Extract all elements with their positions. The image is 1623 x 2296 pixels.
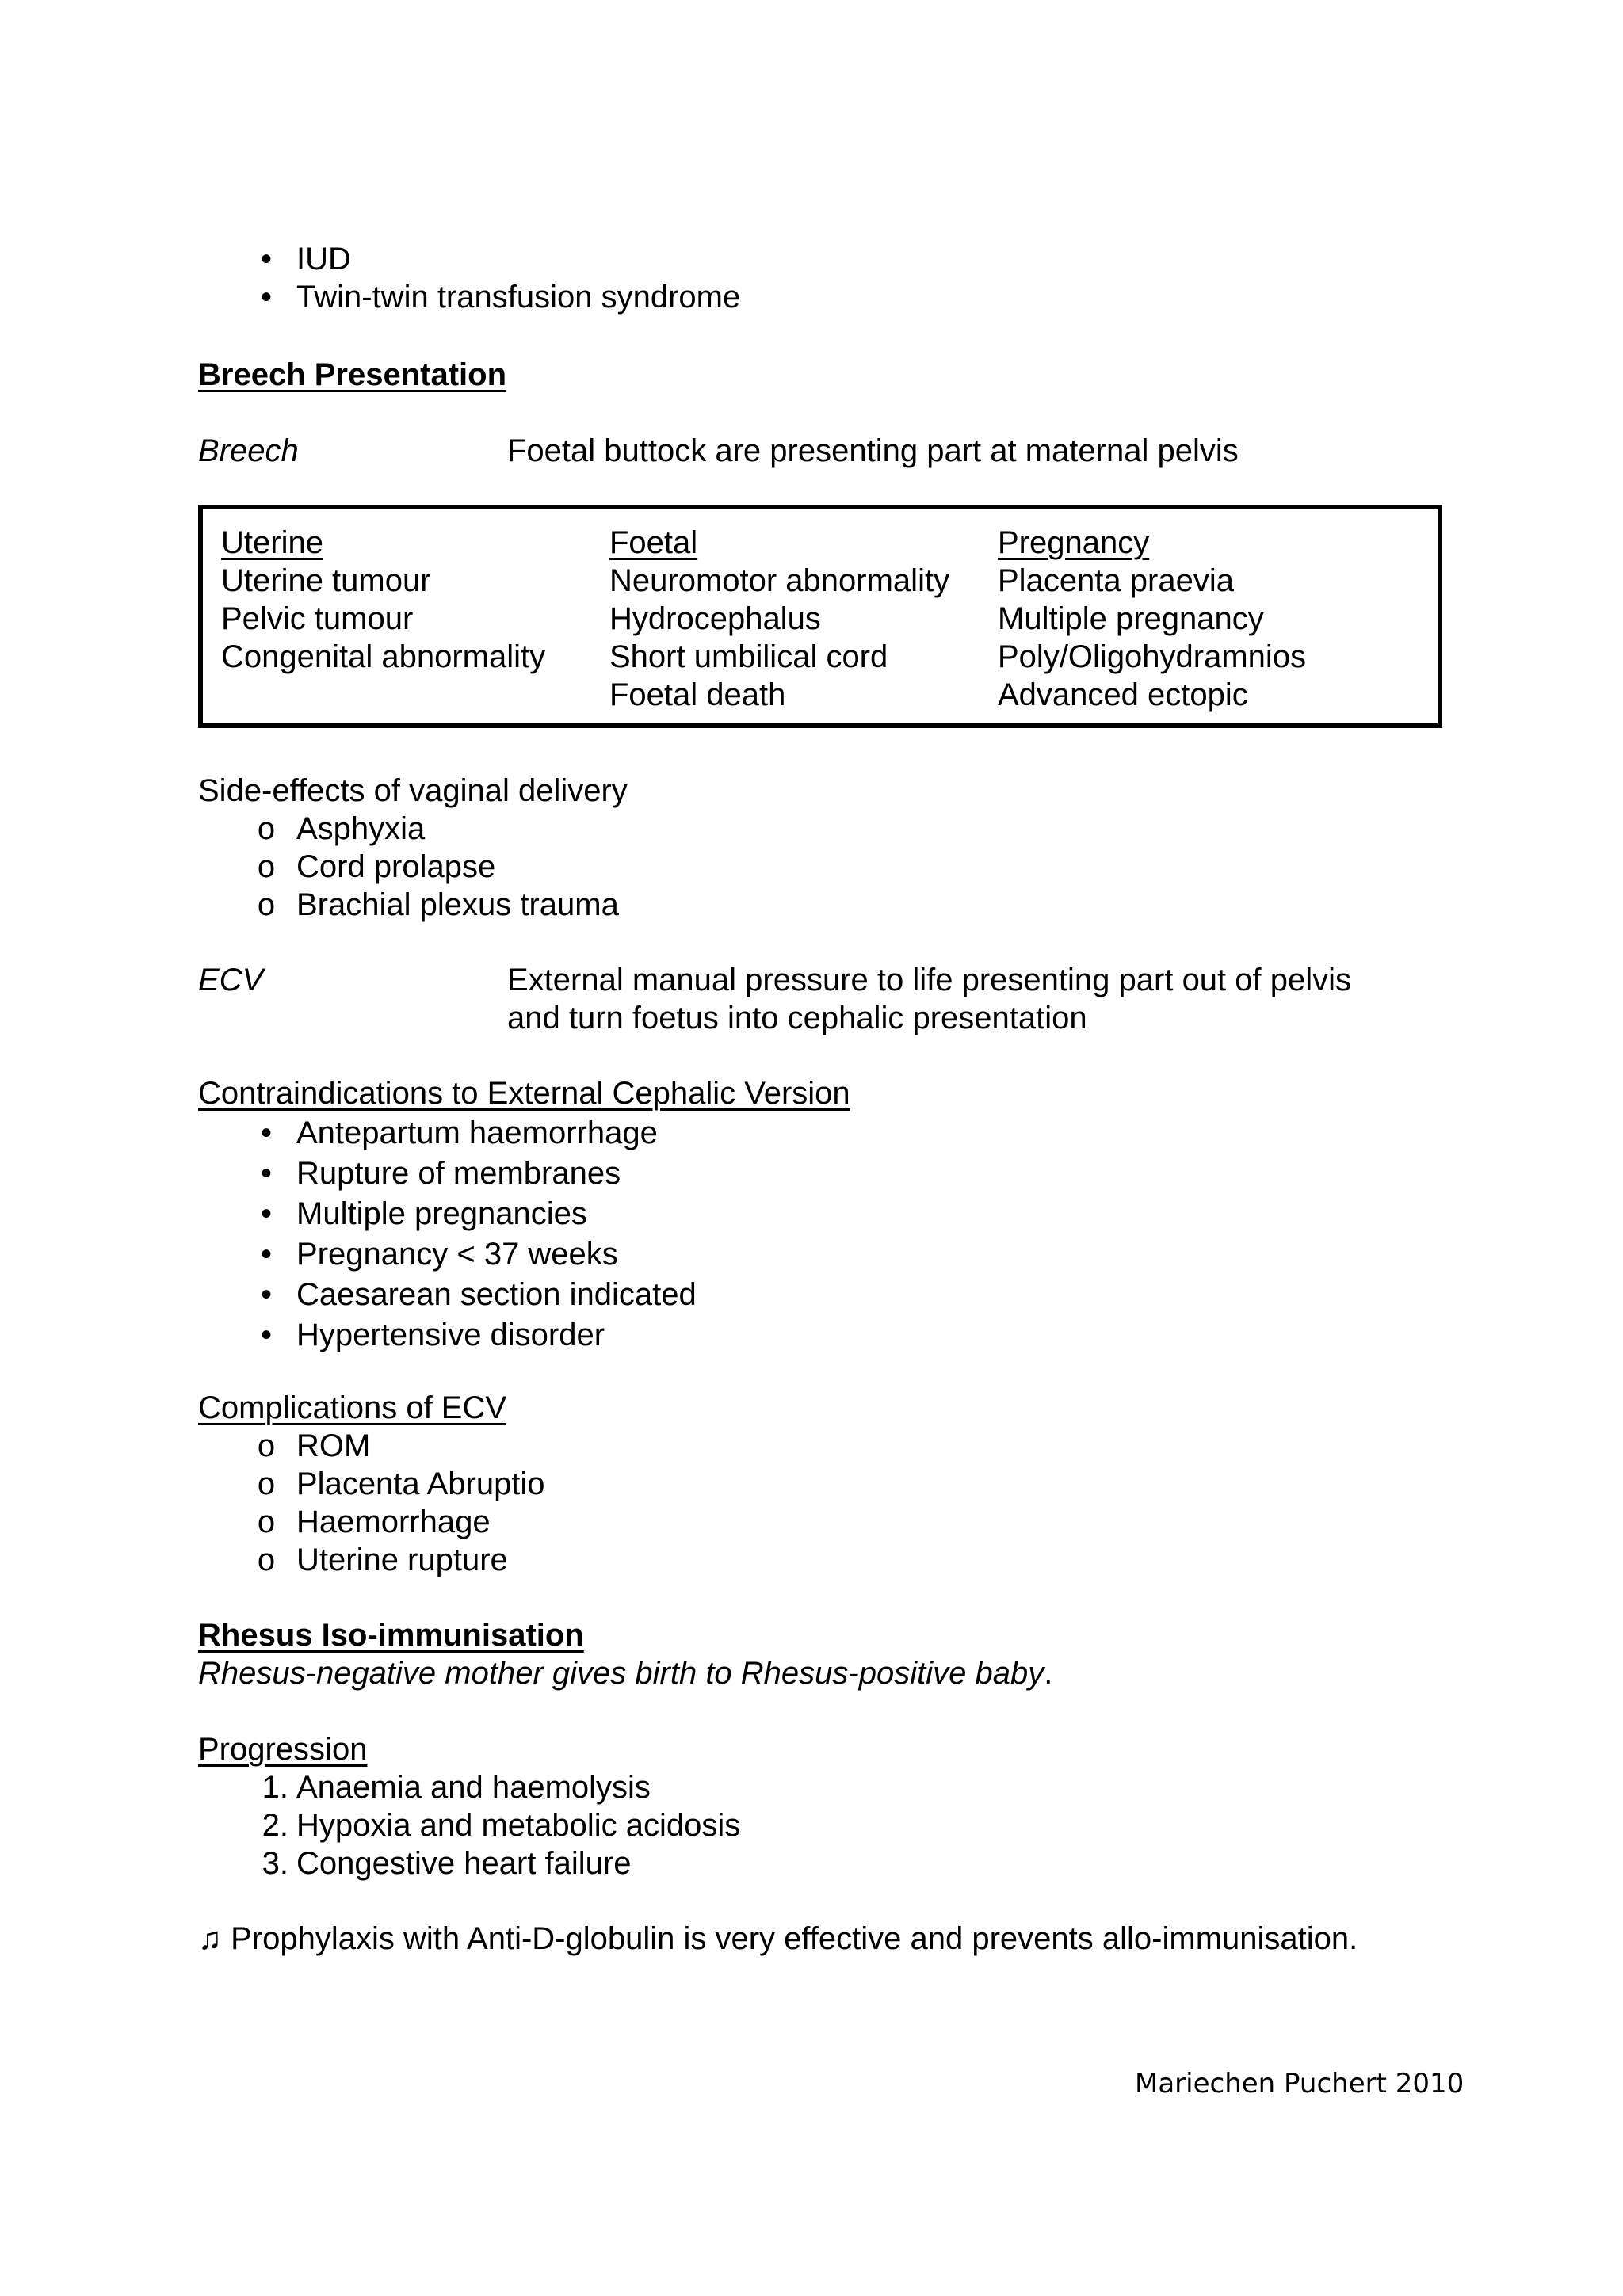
page-footer: Mariechen Puchert 2010 xyxy=(1135,2068,1465,2100)
table-cell: Hydrocephalus xyxy=(609,601,821,636)
list-item: 3. Congestive heart failure xyxy=(262,1846,632,1881)
complications-title: Complications of ECV xyxy=(198,1390,507,1425)
table-cell: Pelvic tumour xyxy=(221,601,414,636)
top-bullet-list xyxy=(260,240,741,316)
list-item: • Pregnancy < 37 weeks xyxy=(260,1237,618,1272)
breech-definition: Foetal buttock are presenting part at maternal pelvis xyxy=(507,433,1239,468)
list-item: o Placenta Abruptio xyxy=(257,1466,545,1501)
list-item: • Multiple pregnancies xyxy=(260,1196,587,1231)
ecv-definition-line2: and turn foetus into cephalic presentation xyxy=(507,1001,1087,1035)
table-cell: Placenta praevia xyxy=(998,563,1234,598)
progression-title: Progression xyxy=(198,1732,368,1767)
ecv-term: ECV xyxy=(198,963,264,997)
foetal-column xyxy=(609,524,949,714)
table-cell: Foetal death xyxy=(609,677,786,712)
column-header: Uterine xyxy=(221,525,323,560)
table-cell: Poly/Oligohydramnios xyxy=(998,639,1307,674)
list-item: 1. Anaemia and haemolysis xyxy=(262,1770,651,1805)
list-item: o Brachial plexus trauma xyxy=(257,887,619,922)
list-item: 2. Hypoxia and metabolic acidosis xyxy=(262,1808,741,1843)
breech-heading: Breech Presentation xyxy=(198,357,507,392)
ecv-definition-line1: External manual pressure to life presenting part out of pelvis xyxy=(507,963,1352,997)
side-effects-title: Side-effects of vaginal delivery xyxy=(198,773,628,808)
uterine-column xyxy=(221,524,545,676)
list-item: • Twin-twin transfusion syndrome xyxy=(260,280,741,315)
list-item: o Haemorrhage xyxy=(257,1505,491,1539)
rhesus-heading: Rhesus Iso-immunisation xyxy=(198,1618,584,1653)
list-item: o Asphyxia xyxy=(257,811,426,846)
list-item: • Antepartum haemorrhage xyxy=(260,1116,658,1150)
table-cell: Neuromotor abnormality xyxy=(609,563,950,598)
table-cell: Advanced ectopic xyxy=(998,677,1248,712)
list-item: • Caesarean section indicated xyxy=(260,1277,697,1312)
table-cell: Multiple pregnancy xyxy=(998,601,1264,636)
side-effects-list xyxy=(257,810,619,924)
column-header: Pregnancy xyxy=(998,525,1150,560)
breech-term: Breech xyxy=(198,433,299,468)
list-item: o Uterine rupture xyxy=(257,1543,508,1577)
list-item: • Hypertensive disorder xyxy=(260,1318,605,1352)
contraindications-list xyxy=(260,1114,697,1356)
progression-list xyxy=(262,1768,741,1882)
music-note-icon: ♫ xyxy=(198,1921,222,1956)
table-cell: Congenital abnormality xyxy=(221,639,546,674)
column-header: Foetal xyxy=(609,525,698,560)
pregnancy-column xyxy=(998,524,1306,714)
table-cell: Short umbilical cord xyxy=(609,639,888,674)
rhesus-subtitle: Rhesus-negative mother gives birth to Rhesus-positive baby. xyxy=(198,1656,1053,1691)
complications-list xyxy=(257,1427,545,1579)
contraindications-title: Contraindications to External Cephalic Version xyxy=(198,1076,850,1111)
table-cell: Uterine tumour xyxy=(221,563,431,598)
list-item: • Rupture of membranes xyxy=(260,1156,621,1191)
list-item: • IUD xyxy=(260,242,351,277)
list-item: o ROM xyxy=(257,1428,371,1463)
prophylaxis-note: ♫ Prophylaxis with Anti-D-globulin is very effective and prevents allo-immunisation. xyxy=(198,1921,1358,1956)
list-item: o Cord prolapse xyxy=(257,849,496,884)
breech-causes-table xyxy=(198,505,1442,728)
